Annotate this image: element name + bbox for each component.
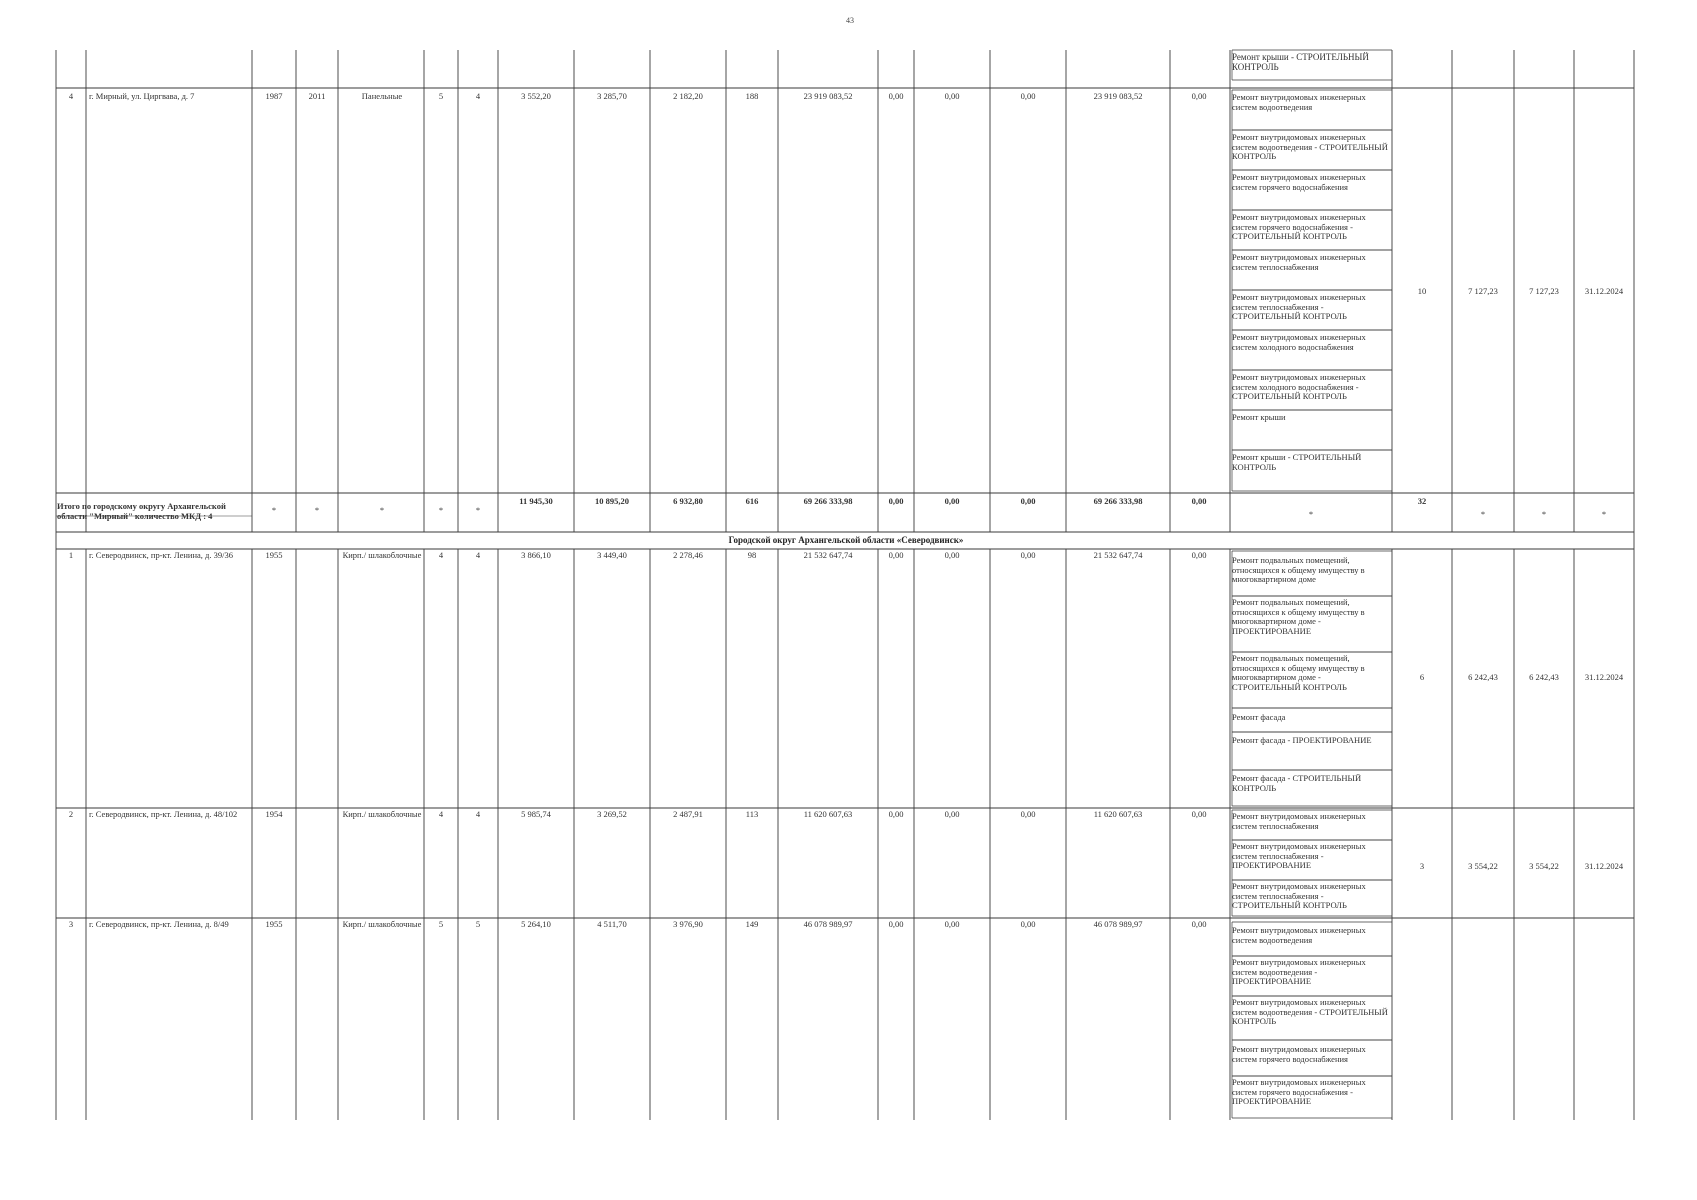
work-item: Ремонт крыши - СТРОИТЕЛЬНЫЙ КОНТРОЛЬ [1232, 52, 1369, 73]
fund-owners: 21 532 647,74 [1093, 550, 1143, 560]
cost-total: 69 266 333,98 [803, 496, 853, 506]
max-unit-cost: 7 127,23 [1529, 286, 1559, 296]
total-star: * [1480, 509, 1486, 519]
work-count: 3 [1419, 861, 1425, 871]
section-title: Городской округ Архангельской области «Северодвинск» [728, 535, 964, 545]
cost-total: 23 919 083,52 [803, 91, 853, 101]
fund-3: 0,00 [1020, 809, 1036, 819]
entrances: 4 [475, 809, 481, 819]
fund-3: 0,00 [1020, 496, 1036, 506]
deadline: 31.12.2024 [1584, 286, 1624, 296]
fund-2: 0,00 [944, 496, 960, 506]
total-area: 5 264,10 [521, 919, 551, 929]
total-star: * [1601, 509, 1607, 519]
fund-1: 0,00 [888, 809, 904, 819]
fund-1: 0,00 [888, 919, 904, 929]
fund-other: 0,00 [1191, 91, 1207, 101]
wall-material: Кирп./ шлакоблочные [342, 809, 422, 819]
total-label: Итого по городскому округу Архангельской области "Мирный" количество МКД : 4 [57, 501, 228, 521]
total-star: * [379, 505, 385, 515]
cost-total: 11 620 607,63 [803, 809, 853, 819]
fund-owners: 69 266 333,98 [1093, 496, 1143, 506]
year-built: 1954 [265, 809, 283, 819]
work-item: Ремонт подвальных помещений, относящихся к общему имуществу в многоквартирном доме - СТРОИТЕЛЬНЫЙ КОНТРОЛЬ [1232, 654, 1365, 692]
fund-other: 0,00 [1191, 550, 1207, 560]
residents: 98 [747, 550, 757, 560]
work-item: Ремонт внутридомовых инженерных систем холодного водоснабжения [1232, 333, 1366, 352]
wall-material: Кирп./ шлакоблочные [342, 550, 422, 560]
work-count: 6 [1419, 672, 1425, 682]
deadline: 31.12.2024 [1584, 861, 1624, 871]
total-area: 3 866,10 [521, 550, 551, 560]
floors: 5 [438, 91, 444, 101]
work-item: Ремонт крыши - СТРОИТЕЛЬНЫЙ КОНТРОЛЬ [1232, 453, 1362, 472]
work-item: Ремонт внутридомовых инженерных систем теплоснабжения [1232, 253, 1366, 272]
row-number: 1 [68, 550, 74, 560]
living-area: 4 511,70 [597, 919, 627, 929]
work-item: Ремонт внутридомовых инженерных систем теплоснабжения - ПРОЕКТИРОВАНИЕ [1232, 842, 1366, 871]
entrances: 4 [475, 550, 481, 560]
work-item: Ремонт подвальных помещений, относящихся к общему имуществу в многоквартирном доме [1232, 556, 1365, 585]
living-area: 3 449,40 [597, 550, 627, 560]
work-item: Ремонт внутридомовых инженерных систем водоотведения - СТРОИТЕЛЬНЫЙ КОНТРОЛЬ [1232, 998, 1388, 1027]
total-area: 3 552,20 [521, 91, 551, 101]
fund-1: 0,00 [888, 91, 904, 101]
fund-owners: 23 919 083,52 [1093, 91, 1143, 101]
year-renovation: 2011 [308, 91, 326, 101]
work-item: Ремонт фасада - ПРОЕКТИРОВАНИЕ [1232, 736, 1372, 745]
work-item: Ремонт внутридомовых инженерных систем горячего водоснабжения - ПРОЕКТИРОВАНИЕ [1232, 1078, 1366, 1107]
fund-2: 0,00 [944, 919, 960, 929]
total-star: * [438, 505, 444, 515]
floors: 5 [438, 919, 444, 929]
work-item: Ремонт внутридомовых инженерных систем холодного водоснабжения - СТРОИТЕЛЬНЫЙ КОНТРОЛЬ [1232, 373, 1366, 402]
fund-other: 0,00 [1191, 809, 1207, 819]
entrances: 4 [475, 91, 481, 101]
total-star: * [314, 505, 320, 515]
owned-area: 2 182,20 [673, 91, 703, 101]
total-area: 11 945,30 [519, 496, 553, 506]
owned-area: 3 976,90 [673, 919, 703, 929]
residents: 113 [745, 809, 759, 819]
residents: 149 [745, 919, 759, 929]
work-count: 32 [1417, 496, 1427, 506]
unit-cost: 3 554,22 [1468, 861, 1498, 871]
entrances: 5 [475, 919, 481, 929]
work-item: Ремонт фасада - СТРОИТЕЛЬНЫЙ КОНТРОЛЬ [1232, 774, 1362, 793]
fund-other: 0,00 [1191, 496, 1207, 506]
owned-area: 2 487,91 [673, 809, 703, 819]
total-star: * [1541, 509, 1547, 519]
residents: 616 [745, 496, 759, 506]
cost-total: 46 078 989,97 [803, 919, 853, 929]
work-item: Ремонт внутридомовых инженерных систем водоотведения [1232, 926, 1366, 945]
fund-3: 0,00 [1020, 91, 1036, 101]
owned-area: 2 278,46 [673, 550, 703, 560]
fund-1: 0,00 [888, 496, 904, 506]
address: г. Северодвинск, пр-кт. Ленина, д. 39/36 [89, 550, 233, 560]
wall-material: Панельные [361, 91, 403, 101]
total-star: * [475, 505, 481, 515]
fund-owners: 46 078 989,97 [1093, 919, 1143, 929]
living-area: 3 269,52 [597, 809, 627, 819]
address: г. Мирный, ул. Циргвава, д. 7 [89, 91, 195, 101]
floors: 4 [438, 550, 444, 560]
work-item: Ремонт внутридомовых инженерных систем горячего водоснабжения [1232, 1045, 1366, 1064]
living-area: 3 285,70 [597, 91, 627, 101]
year-built: 1955 [265, 550, 283, 560]
fund-3: 0,00 [1020, 550, 1036, 560]
work-item: Ремонт внутридомовых инженерных систем водоотведения [1232, 93, 1366, 112]
work-item: Ремонт внутридомовых инженерных систем теплоснабжения - СТРОИТЕЛЬНЫЙ КОНТРОЛЬ [1232, 293, 1366, 322]
wall-material: Кирп./ шлакоблочные [342, 919, 422, 929]
residents: 188 [745, 91, 759, 101]
year-built: 1955 [265, 919, 283, 929]
fund-3: 0,00 [1020, 919, 1036, 929]
address: г. Северодвинск, пр-кт. Ленина, д. 48/102 [89, 809, 238, 819]
year-built: 1987 [265, 91, 283, 101]
work-item: Ремонт внутридомовых инженерных систем горячего водоснабжения - СТРОИТЕЛЬНЫЙ КОНТРОЛЬ [1232, 213, 1366, 242]
work-item: Ремонт внутридомовых инженерных систем теплоснабжения - СТРОИТЕЛЬНЫЙ КОНТРОЛЬ [1232, 882, 1366, 911]
living-area: 10 895,20 [595, 496, 629, 506]
total-star: * [1308, 509, 1314, 519]
work-item: Ремонт крыши [1232, 413, 1286, 422]
floors: 4 [438, 809, 444, 819]
deadline: 31.12.2024 [1584, 672, 1624, 682]
work-item: Ремонт подвальных помещений, относящихся к общему имуществу в многоквартирном доме - ПРОЕКТИРОВАНИЕ [1232, 598, 1365, 636]
total-star: * [271, 505, 277, 515]
fund-2: 0,00 [944, 550, 960, 560]
row-number: 4 [68, 91, 74, 101]
fund-other: 0,00 [1191, 919, 1207, 929]
unit-cost: 6 242,43 [1468, 672, 1498, 682]
total-area: 5 985,74 [521, 809, 551, 819]
cost-total: 21 532 647,74 [803, 550, 853, 560]
row-number: 2 [68, 809, 74, 819]
work-item: Ремонт внутридомовых инженерных систем теплоснабжения [1232, 812, 1366, 831]
work-item: Ремонт внутридомовых инженерных систем водоотведения - СТРОИТЕЛЬНЫЙ КОНТРОЛЬ [1232, 133, 1388, 162]
work-item: Ремонт внутридомовых инженерных систем горячего водоснабжения [1232, 173, 1366, 192]
max-unit-cost: 3 554,22 [1529, 861, 1559, 871]
owned-area: 6 932,80 [673, 496, 703, 506]
work-count: 10 [1417, 286, 1427, 296]
fund-2: 0,00 [944, 809, 960, 819]
fund-owners: 11 620 607,63 [1093, 809, 1143, 819]
work-item: Ремонт внутридомовых инженерных систем водоотведения - ПРОЕКТИРОВАНИЕ [1232, 958, 1366, 987]
unit-cost: 7 127,23 [1468, 286, 1498, 296]
fund-1: 0,00 [888, 550, 904, 560]
page-number: 43 [846, 16, 854, 25]
row-number: 3 [68, 919, 74, 929]
max-unit-cost: 6 242,43 [1529, 672, 1559, 682]
work-item: Ремонт фасада [1232, 713, 1286, 722]
fund-2: 0,00 [944, 91, 960, 101]
address: г. Северодвинск, пр-кт. Ленина, д. 8/49 [89, 919, 229, 929]
